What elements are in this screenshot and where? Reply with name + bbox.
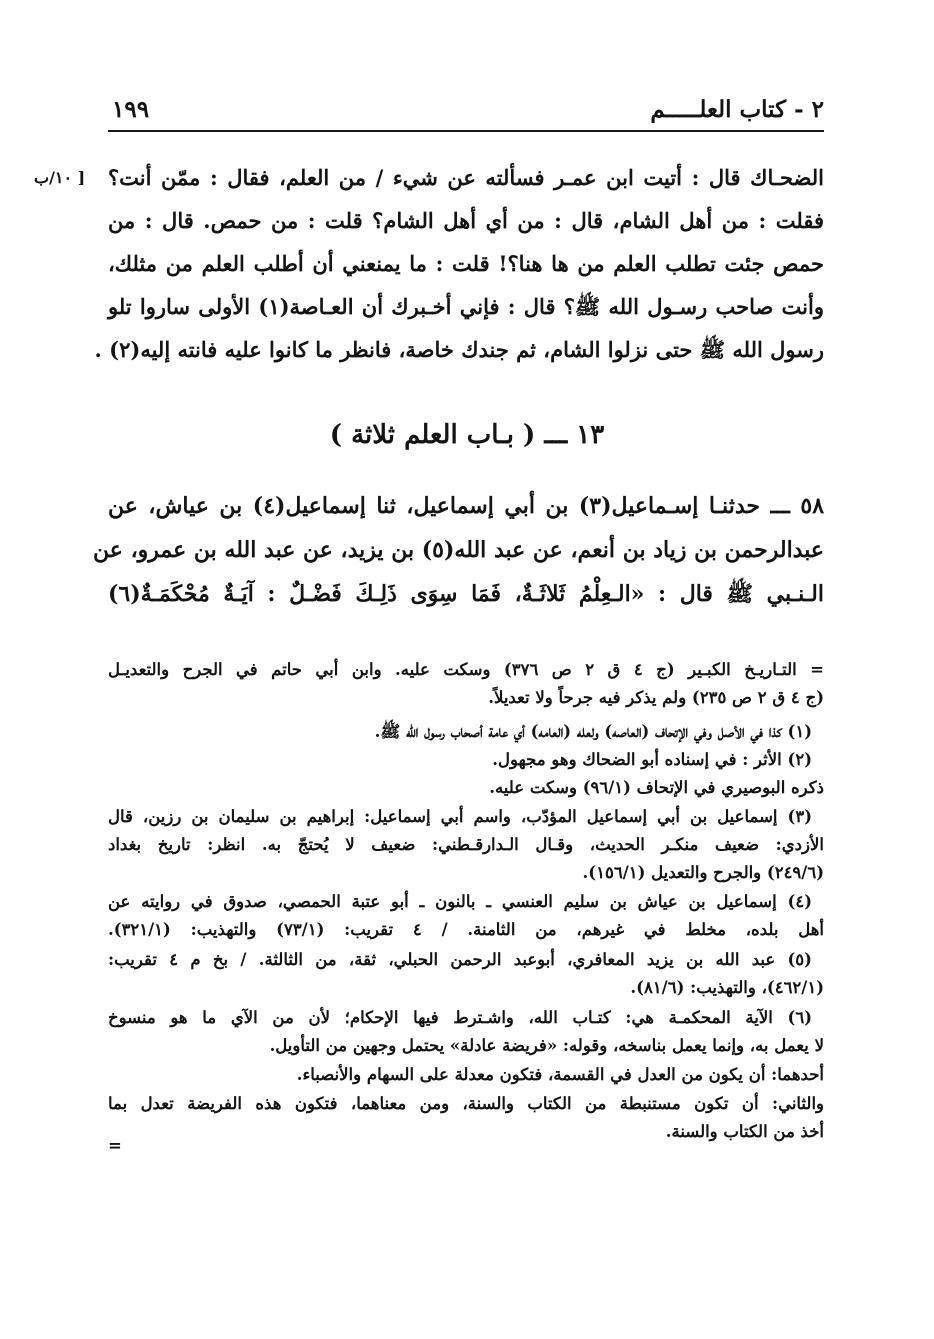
footnote-line: لا يعمل به، وإنما يعمل بناسخه، وقوله: «فريضة عادلة» يحتمل وجهين من التأويل. [269,1036,824,1055]
manuscript-folio-note: [ ١٠/ب [34,168,86,187]
text-line: فقلت : من أهل الشام، قال : من أي أهل الشام؟ قلت : من حمص. قال : من [108,208,824,233]
chapter-title: ١٣ ـــ ( بـاب العلم ثلاثة ) [329,420,605,450]
hadith-line: عبدالرحمن بن زياد بن أنعم، عن عبد الله(٥) بن يزيد، عن عبد الله بن عمرو، عن [93,537,824,563]
hadith-line: الـنـبي ﷺ قال : «الـعِلْمُ ثَلاثَـةٌ، فَمَا سِوَى ذَلِـكَ فَضْـلٌ : آيَـةٌ مُحْكَمَـةٌ(٦) [108,581,824,607]
continuation-mark: = [108,1136,122,1155]
footnote-line: (٤) إسماعيل بن عياش بن سليم العنسي ـ بالنون ـ أبو عتبة الحمصي، صدوق في روايته عن [108,892,812,911]
footnote-line: أخذ من الكتاب والسنة. [665,1122,824,1141]
footnote-line: (٢٤٩/٦) والجرح والتعديل (١٥٦/١). [582,863,824,882]
footnote-line: (ج ٤ ق ٢ ص ٢٣٥) ولم يذكر فيه جرحاً ولا تعديلاً. [488,688,824,707]
footnote-line: (٥) عبد الله بن يزيد المعافري، أبوعبد الرحمن الحبلي، ثقة، من الثالثة. / بخ م ٤ تقريب: [108,950,812,969]
footnote-line: والثاني: أن تكون مستنبطة من الكتاب والسنة، ومن معناهما، فتكون هذه الفريضة تعدل بما [108,1094,824,1113]
text-line: حمص جئت تطلب العلم من ها هنا؟! قلت : ما يمنعني أن أطلب العلم من مثلك، [108,251,824,276]
text-line: الضحـاك قال : أتيت ابن عمـر فسألته عن شيء / من العلم، فقال : ممّن أنت؟ [108,165,824,190]
footnote-line: (٦) الآية المحكمـة هي: كتـاب الله، واشـترط فيها الإحكام؛ لأن من الآي ما هو منسوخ [108,1008,812,1027]
footnote-line: أحدهما: أن يكون من العدل في القسمة، فتكون معدلة على السهام والأنصباء. [296,1065,824,1084]
text-line: رسول الله ﷺ حتى نزلوا الشام، ثم جندك خاصة، فانظر ما كانوا عليه فانته إليه(٢) . [94,337,824,362]
footnote-line: (١) كذا في الأصل وفي الإتحاف (العاصه) ولعله (العامه) أي عامة أصحاب رسول الله ﷺ. [374,722,812,741]
footnote-line: (٤٦٢/١)، والتهذيب: (٨١/٦). [630,978,824,997]
footnote-line: (٣) إسماعيل بن أبي إسماعيل المؤدّب، واسم أبي إسماعيل: إبراهيم بن سليمان بن رزين، قال [108,807,812,826]
footnote-line: ذكره البوصيري في الإتحاف (٩٦/١) وسكت عليه. [489,778,824,797]
page-number: ١٩٩ [112,96,150,123]
footnote-line: الأزدي: ضعيف منكـر الحديث، وقـال الـدارقـطني: ضعيف لا يُحتجّ به. انظر: تاريخ بغداد [108,835,824,854]
footnote-line: أهل بلده، مخلط في غيرهم، من الثامنة. / ٤ تقريب: (٧٣/١) والتهذيب: (٣٢١/١). [108,920,824,939]
text-line: وأنت صاحب رسـول الله ﷺ؟ قال : فإني أخـبرك أن العـاصة(١) الأولى ساروا تلو [108,294,824,319]
chapter-heading: ٢ - كتاب العلـــــم [650,96,824,123]
footnote-line: (٢) الأثر : في إسناده أبو الضحاك وهو مجهول. [492,750,812,769]
running-header [108,94,824,132]
hadith-line: ٥٨ ـــ حدثنـا إسـماعيل(٣) بن أبي إسماعيل، ثنا إسماعيل(٤) بن عياش، عن [108,493,825,519]
footnote-line: = التـاريـخ الكبـير (ج ٤ ق ٢ ص ٣٧٦) وسكت عليه. وابن أبي حاتم في الجرح والتعديـل [108,660,824,679]
